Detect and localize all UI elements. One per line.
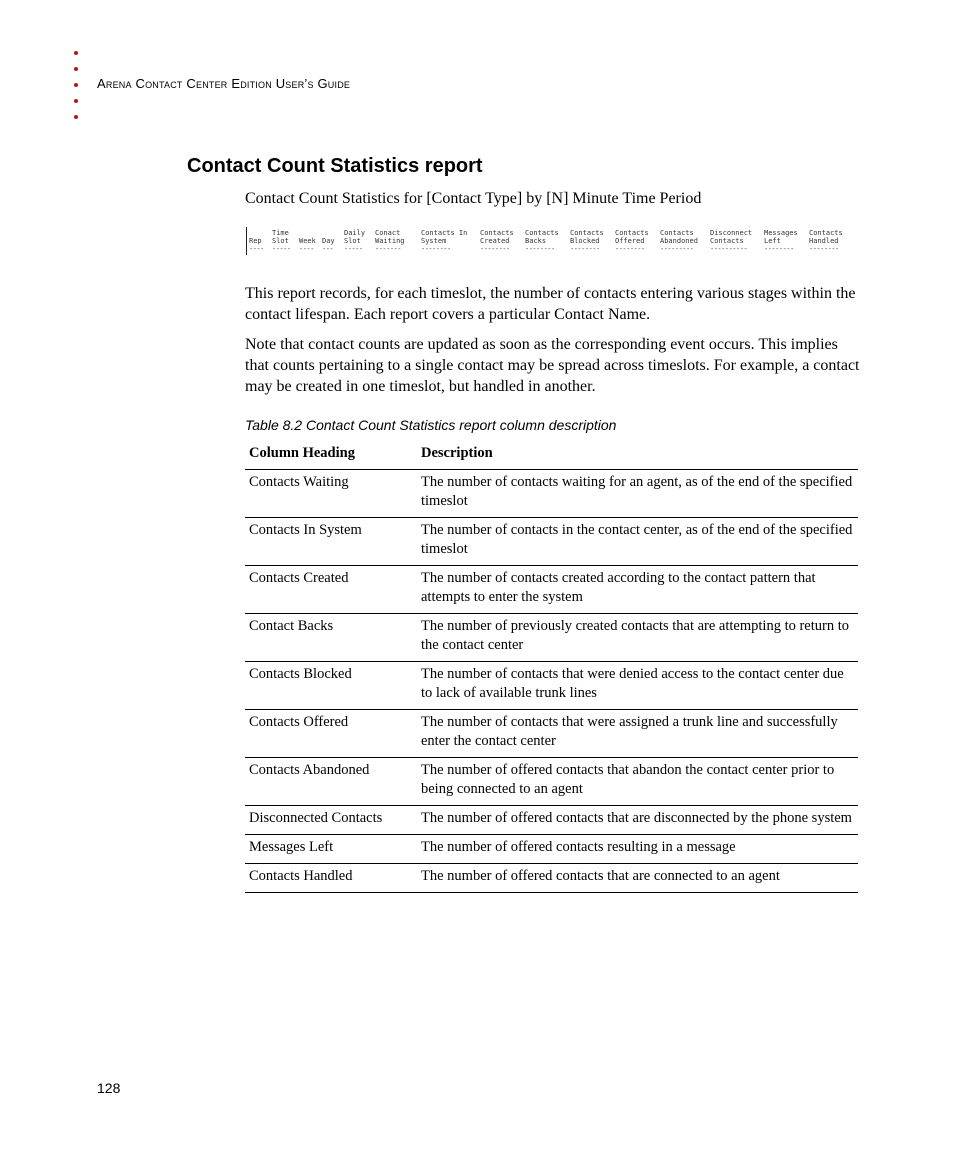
table-row [245,614,858,662]
report-column: Contacts Blocked -------- [570,229,604,253]
table-cell: Contacts Abandoned [245,758,417,806]
report-header-image [246,227,851,255]
table-cell: Contacts Blocked [245,662,417,710]
table-row [245,864,858,893]
table-row [245,835,858,864]
table-row [245,518,858,566]
bullet-icon [74,99,78,103]
report-column: Disconnect Contacts ---------- [710,229,753,253]
table-cell: The number of contacts created according to the contact pattern that attempts to enter the system [417,566,858,614]
report-column: Rep ---- [249,237,264,253]
body-paragraph: Note that contact counts are updated as soon as the corresponding event occurs. This implies that counts pertaining to a single contact may be spread across timeslots. For example, a contact may be created in one timeslot, but handled in another. [245,336,860,395]
report-column: Contacts Offered -------- [615,229,649,253]
section-title: Contact Count Statistics report [187,155,483,177]
report-column: Contacts Backs -------- [525,229,559,253]
table-cell: The number of offered contacts that are connected to an agent [417,864,858,893]
table-cell: The number of offered contacts resulting in a message [417,835,858,864]
report-caption: Contact Count Statistics for [Contact Type] by [N] Minute Time Period [245,190,702,207]
report-column: Contacts Handled -------- [809,229,843,253]
report-column: Messages Left -------- [764,229,798,253]
table-cell: Messages Left [245,835,417,864]
table-row [245,806,858,835]
report-column: Contacts Created -------- [480,229,514,253]
bullet-icon [74,83,78,87]
report-column: Time Slot ----- [272,229,291,253]
report-column: Conact Waiting ------- [375,229,405,253]
table-cell: Contacts Created [245,566,417,614]
body-paragraph: This report records, for each timeslot, the number of contacts entering various stages within the contact lifespan. Each report covers a particular Contact Name. [245,285,856,323]
table-cell: The number of contacts waiting for an agent, as of the end of the specified timeslot [417,470,858,518]
column-description-table [245,438,858,893]
bullet-icon [74,67,78,71]
report-column: Contacts Abandoned --------- [660,229,698,253]
column-header: Description [417,438,858,470]
table-cell: Contacts In System [245,518,417,566]
bullet-icon [74,51,78,55]
page-number: 128 [97,1080,121,1096]
table-row [245,710,858,758]
table-cell: The number of offered contacts that are disconnected by the phone system [417,806,858,835]
table-cell: Disconnected Contacts [245,806,417,835]
table-row [245,662,858,710]
report-column: Contacts In System -------- [421,229,468,253]
report-column: Daily Slot ----- [344,229,366,253]
table-cell: Contacts Offered [245,710,417,758]
table-cell: Contacts Waiting [245,470,417,518]
table-cell: The number of offered contacts that abandon the contact center prior to being connected to an agent [417,758,858,806]
report-column: Week ---- [299,237,316,253]
table-row [245,470,858,518]
table-caption: Table 8.2 Contact Count Statistics report column description [245,417,617,433]
table-cell: The number of contacts that were denied access to the contact center due to lack of available trunk lines [417,662,858,710]
table-cell: The number of contacts that were assigned a trunk line and successfully enter the contact center [417,710,858,758]
running-head: Arena Contact Center Edition User’s Guide [97,76,351,91]
bullet-icon [74,115,78,119]
table-cell: The number of previously created contacts that are attempting to return to the contact center [417,614,858,662]
table-cell: Contacts Handled [245,864,417,893]
table-header-row [245,438,858,470]
table-cell: The number of contacts in the contact center, as of the end of the specified timeslot [417,518,858,566]
table-row [245,566,858,614]
report-column: Day --- [322,237,335,253]
column-header: Column Heading [245,438,417,470]
table-row [245,758,858,806]
table-cell: Contact Backs [245,614,417,662]
